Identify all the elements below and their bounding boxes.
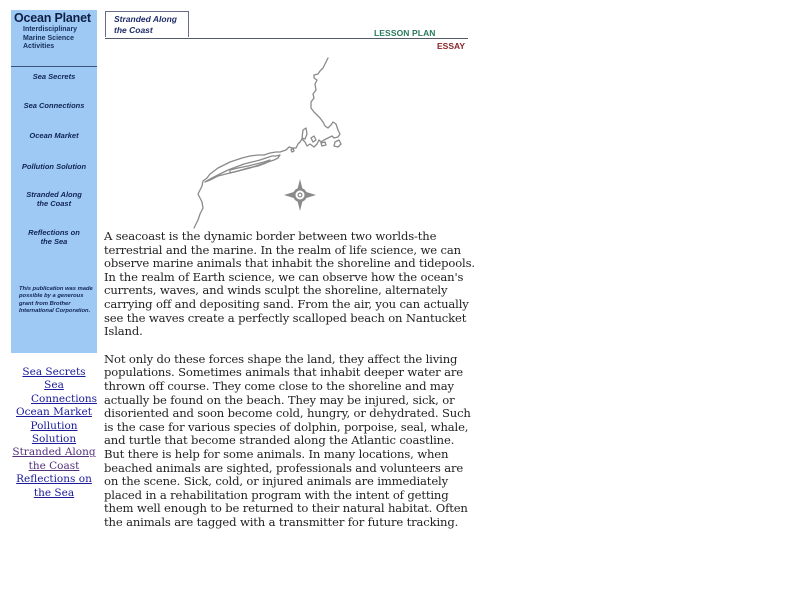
- sidebar-item-sea-secrets[interactable]: Sea Secrets: [32, 72, 76, 81]
- link-sea-connections[interactable]: Sea Connections: [31, 379, 98, 405]
- grant-acknowledgement: This publication was made possible by a generous grant from Brother International Corporation.: [19, 286, 93, 315]
- sidebar-item-sea-connections[interactable]: Sea Connections: [23, 101, 85, 110]
- site-subtitle: Interdisciplinary Marine Science Activities: [23, 26, 78, 50]
- essay-paragraph: Not only do these forces shape the land, they affect the living populations. Sometimes animals that inhabit deeper water are thrown off course. They come close to the shoreline and may actually be found on the beach. They may be injured, sick, or disoriented and soon become cold, hungry, or dehydrated. Such is the case for various species of dolphin, porpoise, seal, whale, and turtle that become stranded along the Atlantic coastline. But there is help for some animals. In many locations, when beached animals are sighted, professionals and volunteers are on the scene. Sick, cold, or injured animals are immediately placed in a rehabilitation program with the intent of getting them well enough to be returned to their natural habitat. Often the animals are tagged with a transmitter for future tracking.: [104, 351, 471, 529]
- link-ocean-market[interactable]: Ocean Market: [16, 406, 92, 419]
- sidebar-nav-panel: [11, 10, 97, 353]
- sidebar-item-reflections-on-the-sea[interactable]: Reflections on the Sea: [28, 228, 80, 246]
- site-title[interactable]: Ocean Planet: [14, 11, 91, 25]
- sidebar-item-ocean-market[interactable]: Ocean Market: [29, 131, 79, 140]
- essay-content: [104, 230, 476, 543]
- sidebar-header: [11, 10, 97, 67]
- sidebar-item-pollution-solution[interactable]: Pollution Solution: [21, 162, 87, 171]
- link-reflections-on-the-sea[interactable]: Reflections on the Sea: [16, 473, 92, 499]
- essay-label: ESSAY: [437, 41, 466, 51]
- section-title-tab: Stranded Along the Coast: [105, 11, 189, 37]
- link-pollution-solution[interactable]: Pollution Solution: [30, 419, 78, 446]
- text-navigation: [11, 366, 97, 500]
- sidebar-item-stranded-along-the-coast[interactable]: Stranded Along the Coast: [26, 190, 82, 208]
- essay-paragraph: A seacoast is the dynamic border between two worlds-the terrestrial and the marine. In the realm of life science, we can observe marine animals that inhabit the shoreline and tidepools. In the realm of Earth science, we can observe how the ocean's currents, waves, and winds sculpt the shoreline, alternately carrying off and depositing sand. From the air, you can actually see the waves create a perfectly scalloped beach on Nantucket Island.: [104, 229, 475, 339]
- header-divider: [105, 38, 468, 39]
- coastline-map-image: [190, 52, 350, 230]
- lesson-plan-link[interactable]: LESSON PLAN: [374, 28, 436, 38]
- link-stranded-along-the-coast[interactable]: Stranded Along the Coast: [12, 446, 96, 472]
- link-sea-secrets[interactable]: Sea Secrets: [22, 366, 86, 378]
- compass-rose-icon: [284, 179, 316, 211]
